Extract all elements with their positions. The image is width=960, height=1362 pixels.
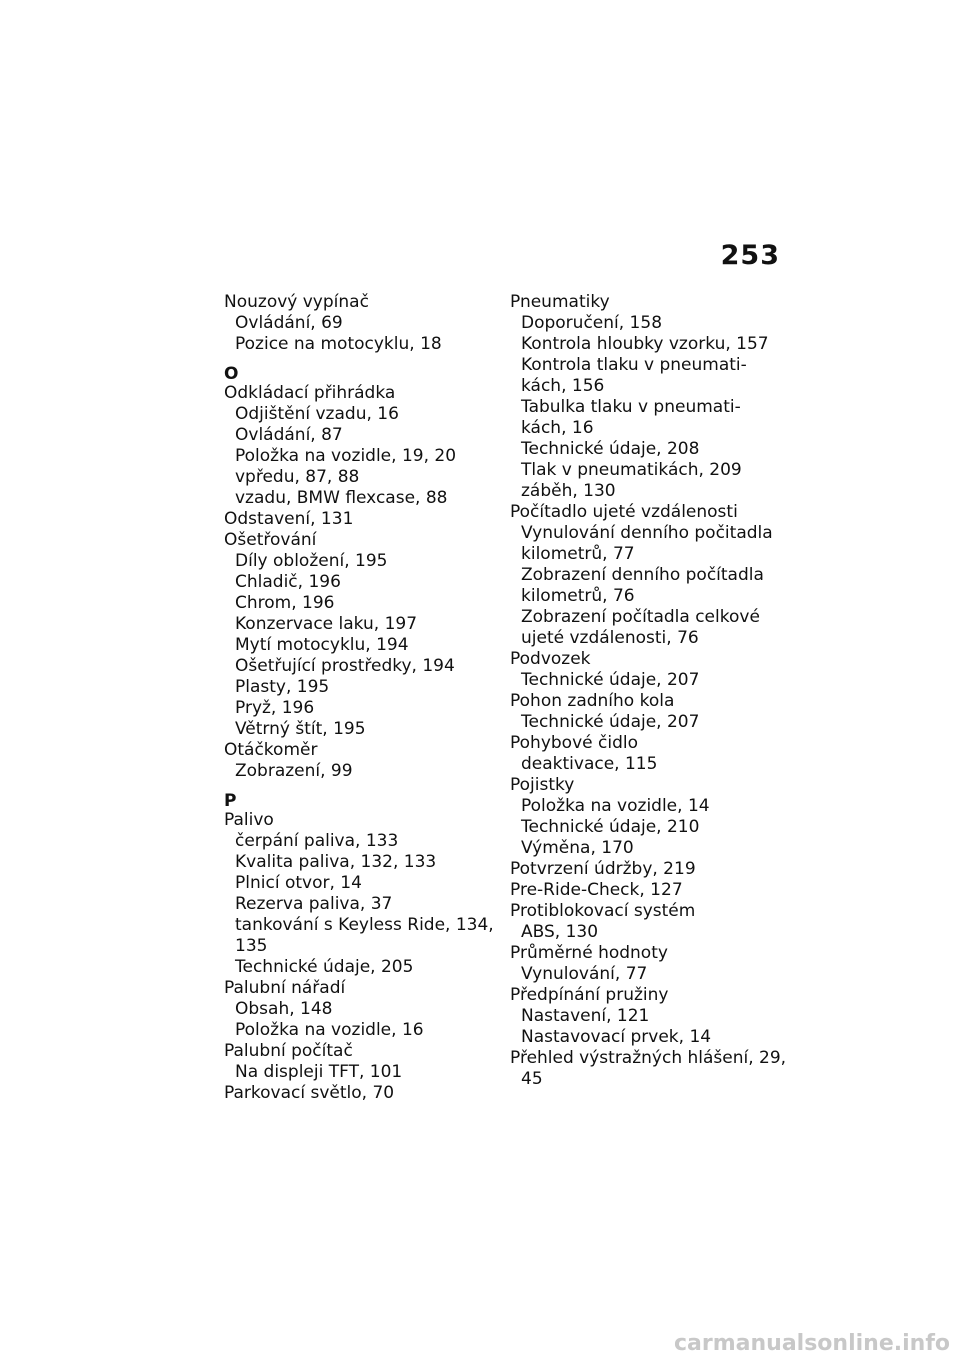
index-entry: Pohybové čidlo (510, 733, 638, 753)
index-entry: Ošetřování (224, 530, 317, 550)
index-subentry: Ošetřující prostředky, 194 (235, 656, 455, 676)
index-entry: Předpínání pružiny (510, 985, 669, 1005)
index-subentry: tankování s Keyless Ride, 134, (235, 915, 494, 935)
index-continuation: 45 (521, 1069, 543, 1089)
index-subentry: Zobrazení, 99 (235, 761, 353, 781)
index-section-letter: O (224, 364, 239, 384)
index-entry: Otáčkoměr (224, 740, 318, 760)
index-subentry: Ovládání, 69 (235, 313, 343, 333)
index-subentry: vpředu, 87, 88 (235, 467, 360, 487)
index-subentry: Větrný štít, 195 (235, 719, 366, 739)
index-subentry: záběh, 130 (521, 481, 616, 501)
index-subentry: Vynulování, 77 (521, 964, 648, 984)
index-subentry: Zobrazení denního počítadla (521, 565, 764, 585)
index-subentry: Vynulování denního počitadla (521, 523, 773, 543)
index-subentry: Nastavovací prvek, 14 (521, 1027, 712, 1047)
index-entry: Odstavení, 131 (224, 509, 354, 529)
index-entry: Pohon zadního kola (510, 691, 675, 711)
index-subentry: Chrom, 196 (235, 593, 335, 613)
index-subentry: Chladič, 196 (235, 572, 341, 592)
index-section-letter: P (224, 791, 237, 811)
index-subentry: Technické údaje, 210 (521, 817, 700, 837)
index-subentry: vzadu, BMW flexcase, 88 (235, 488, 448, 508)
index-continuation: 135 (235, 936, 268, 956)
index-subentry: Obsah, 148 (235, 999, 333, 1019)
index-entry: Palubní počítač (224, 1041, 353, 1061)
index-entry: Podvozek (510, 649, 591, 669)
index-entry: Palivo (224, 810, 274, 830)
index-entry: Přehled výstražných hlášení, 29, (510, 1048, 787, 1068)
index-subentry: deaktivace, 115 (521, 754, 658, 774)
index-subentry: Technické údaje, 207 (521, 670, 700, 690)
index-continuation: kách, 156 (521, 376, 605, 396)
index-continuation: kilometrů, 76 (521, 586, 635, 606)
index-entry: Pneumatiky (510, 292, 610, 312)
index-entry: Počítadlo ujeté vzdálenosti (510, 502, 738, 522)
index-subentry: Mytí motocyklu, 194 (235, 635, 409, 655)
index-entry: Protiblokovací systém (510, 901, 696, 921)
index-entry: Potvrzení údržby, 219 (510, 859, 696, 879)
index-subentry: Nastavení, 121 (521, 1006, 650, 1026)
index-subentry: Konzervace laku, 197 (235, 614, 418, 634)
index-subentry: Plnicí otvor, 14 (235, 873, 362, 893)
index-column-right (510, 292, 800, 1090)
index-subentry: Kontrola hloubky vzorku, 157 (521, 334, 769, 354)
index-subentry: Pozice na motocyklu, 18 (235, 334, 442, 354)
index-continuation: ujeté vzdálenosti, 76 (521, 628, 699, 648)
index-subentry: Technické údaje, 207 (521, 712, 700, 732)
index-subentry: Položka na vozidle, 19, 20 (235, 446, 457, 466)
index-subentry: Technické údaje, 205 (235, 957, 414, 977)
index-entry: Palubní nářadí (224, 978, 346, 998)
index-entry: Nouzový vypínač (224, 292, 369, 312)
index-subentry: Pryž, 196 (235, 698, 315, 718)
index-continuation: kách, 16 (521, 418, 594, 438)
index-entry: Pre-Ride-Check, 127 (510, 880, 683, 900)
index-subentry: čerpání paliva, 133 (235, 831, 399, 851)
index-subentry: Položka na vozidle, 16 (235, 1020, 424, 1040)
index-entry: Průměrné hodnoty (510, 943, 668, 963)
index-entry: Pojistky (510, 775, 575, 795)
index-entry: Odkládací přihrádka (224, 383, 396, 403)
watermark-footer[interactable]: carmanualsonline.info (674, 1331, 950, 1356)
index-subentry: Kontrola tlaku v pneumati- (521, 355, 747, 375)
index-subentry: Technické údaje, 208 (521, 439, 700, 459)
index-subentry: Výměna, 170 (521, 838, 634, 858)
index-subentry: Plasty, 195 (235, 677, 330, 697)
index-subentry: Zobrazení počítadla celkové (521, 607, 760, 627)
page-number: 253 (720, 240, 780, 271)
index-subentry: Kvalita paliva, 132, 133 (235, 852, 437, 872)
index-subentry: ABS, 130 (521, 922, 599, 942)
index-subentry: Na displeji TFT, 101 (235, 1062, 403, 1082)
index-subentry: Díly obložení, 195 (235, 551, 388, 571)
index-subentry: Tlak v pneumatikách, 209 (521, 460, 742, 480)
index-subentry: Rezerva paliva, 37 (235, 894, 393, 914)
index-subentry: Položka na vozidle, 14 (521, 796, 710, 816)
index-column-left (224, 292, 514, 1104)
index-subentry: Doporučení, 158 (521, 313, 663, 333)
index-entry: Parkovací světlo, 70 (224, 1083, 395, 1103)
index-subentry: Tabulka tlaku v pneumati- (521, 397, 741, 417)
index-subentry: Ovládání, 87 (235, 425, 343, 445)
index-subentry: Odjištění vzadu, 16 (235, 404, 399, 424)
index-continuation: kilometrů, 77 (521, 544, 635, 564)
